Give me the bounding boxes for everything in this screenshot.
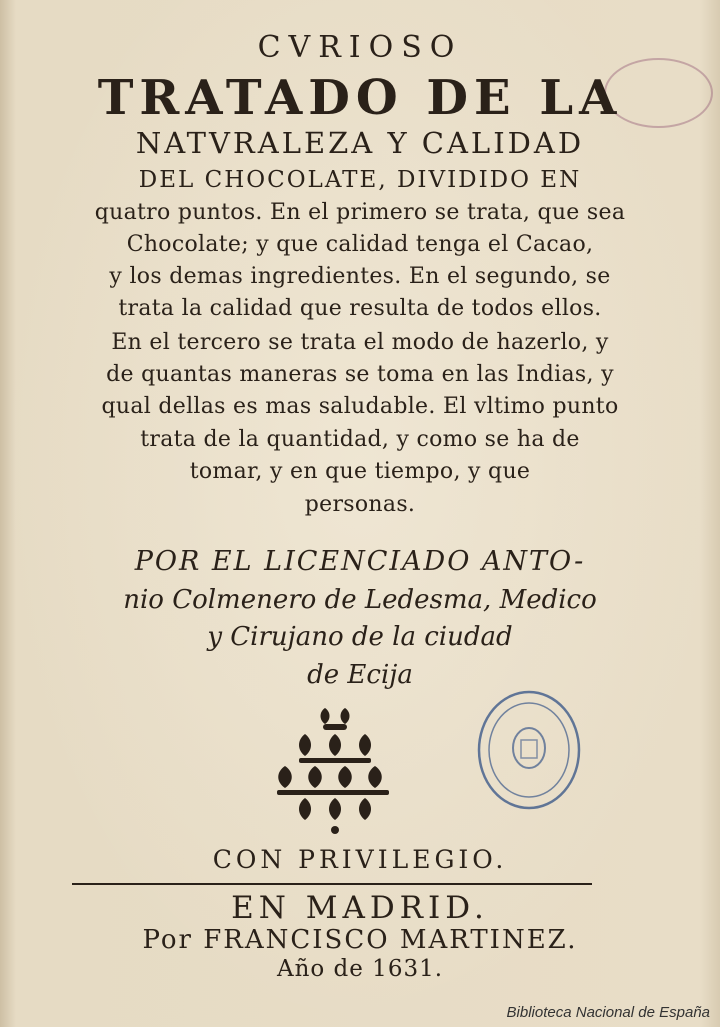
body-line: qual dellas es mas saludable. El vltimo punto — [101, 394, 619, 419]
library-stamp-icon — [474, 688, 584, 813]
body-line: de quantas maneras se toma en las Indias, y — [106, 362, 614, 387]
body-line: tomar, y en que tiempo, y que — [189, 459, 531, 484]
author-line-2: nio Colmenero de Ledesma, Medico — [123, 585, 597, 615]
title-line-2: TRATADO DE LA — [97, 70, 623, 126]
author-line-1: POR EL LICENCIADO ANTO- — [134, 546, 586, 577]
body-line: En el tercero se trata el modo de hazerlo, y — [111, 330, 609, 355]
title-line-1: CVRIOSO — [257, 30, 463, 65]
title-line-3: NATVRALEZA Y CALIDAD — [135, 126, 585, 160]
title-line-4: DEL CHOCOLATE, DIVIDIDO EN — [138, 167, 582, 193]
imprint-place: EN MADRID. — [231, 890, 489, 926]
author-line-4: de Ecija — [307, 660, 413, 690]
imprint-printer: Por FRANCISCO MARTINEZ. — [142, 925, 578, 955]
body-line: Chocolate; y que calidad tenga el Cacao, — [126, 232, 594, 257]
privilege-line: CON PRIVILEGIO. — [212, 845, 508, 874]
printers-ornament-icon — [265, 706, 405, 836]
library-watermark: Biblioteca Nacional de España — [506, 1004, 710, 1021]
body-line: trata de la quantidad, y como se ha de — [140, 427, 580, 452]
author-line-3: y Cirujano de la ciudad — [207, 622, 513, 652]
body-line: y los demas ingredientes. En el segundo, se — [109, 264, 611, 289]
imprint-year: Año de 1631. — [276, 956, 444, 982]
body-line: trata la calidad que resulta de todos ellos. — [118, 296, 602, 321]
body-line: personas. — [304, 492, 416, 517]
body-line: quatro puntos. En el primero se trata, que sea — [94, 200, 626, 225]
horizontal-rule — [72, 883, 592, 885]
